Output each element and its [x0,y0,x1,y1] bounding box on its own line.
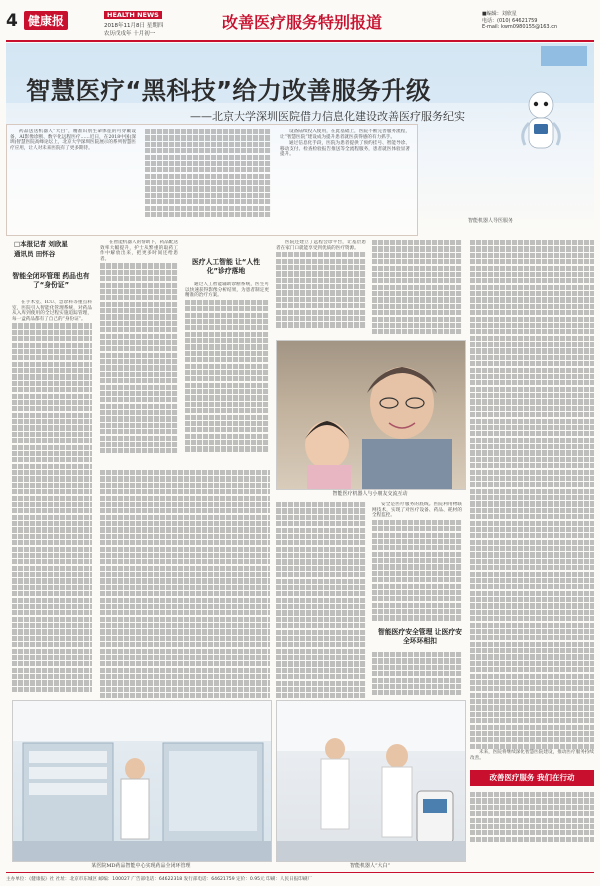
body-col-4-text: 医院还建立了远程会诊平台，让基层患者在家门口就能享受到优质的医疗资源。 [276,240,366,251]
section-heading-3: 智能医疗安全管理 让医疗安全环环相扣 [378,628,462,645]
robot-scene-illustration [277,701,465,861]
grandma-photo-caption: 智能医疗机器人与小朋友交流互动 [332,491,408,497]
body-col-4-lower [276,502,366,698]
top-photo-caption: 智能机器人导医服务 [468,218,514,224]
campaign-banner: 改善医疗服务 我们在行动 [470,770,594,786]
pharmacy-photo-caption: 某医院MD药品智能中心实现药品全闭环管理 [91,863,191,869]
body-col-5 [372,240,462,335]
lead-paragraph-3: 通过信息化手段，医院为患者提供了预约挂号、智能导诊、移动支付、检查检验报告推送等全流程服务，患者就医体验显著提升。 [280,141,410,158]
lunar-date: 农历戊戌年 十月初一 [104,31,156,37]
lead-col-3 [280,129,410,229]
body-col-6 [470,240,594,762]
pharmacy-illustration [13,701,271,861]
body-col-5-text: 安全是医疗服务的底线。医院利用物联网技术，实现了对医疗设备、药品、耗材的全程监控。 [372,502,462,519]
special-report-title: 改善医疗服务特别报道 [222,13,383,32]
body-col-3-text: 通过人工智能辅助诊断系统，医生可以快速获得影像分析结果，为患者制定更精准的治疗方案。 [185,282,269,299]
lead-paragraph-2: 设备陆续投入使用，在此基础上，医院不断完善服务流程，让“智慧医院”建设成为提升患者就医获得感的有力抓手。 [280,129,410,140]
editor-phone: 电话：(010) 64621759 [482,18,538,24]
issue-date: 2018年11月8日 星期四 [104,23,164,29]
body-col-4 [276,240,366,335]
body-col-2 [100,240,178,465]
footer-info: 主办单位：《健康报》社 社址：北京市东城区 邮编：100027 广告部电话：64622318 发行部电话：64621759 定价：0.95元 印刷：人民日报印刷厂 [6,877,313,882]
reporter-byline: □本报记者 刘欣星 [14,240,68,248]
banner-note [470,792,594,858]
page-number: 4 [6,11,18,31]
body-col-5-lower [372,502,462,622]
pharmacy-photo [12,700,272,862]
masthead-rule [6,40,594,42]
correspondent-byline: 通讯员 田怀谷 [14,250,56,258]
section-heading-1: 智能全闭环管理 药品也有了“身份证” [12,272,90,289]
footer-rule [6,872,594,873]
body-col-5-bottom [372,652,462,698]
body-col-1 [12,300,92,698]
lead-col-1 [10,129,136,229]
main-headline: 智慧医疗“黑科技”给力改善服务升级 [26,76,431,105]
body-col-6-text: 未来，医院将继续深化智慧医院建设，推动医疗服务持续改善。 [470,750,594,761]
body-col-3 [185,282,269,465]
grandma-child-illustration [277,341,465,489]
editor-email: E-mail: kwm0980155@163.cn [482,24,558,30]
lead-paragraph-1: 药品送送机器人“大白”，精准识别生命体征的可穿戴设备，AI影像诊断、数字化远程医疗……近日，在2018中国(深圳)智慧医院高峰论坛上，北京大学深圳医院展示的系列智慧医疗应用，让人对未来医院有了更多期待。 [10,129,136,151]
grandma-child-photo [276,340,466,490]
section-label: HEALTH NEWS [104,11,162,19]
body-col-2-text: 在智能机器人的帮助下，药品配送效率大幅提升，护士从繁重的取药工作中解放出来，把更多时间还给患者。 [100,240,178,262]
body-col-2-lower [100,470,270,698]
lead-col-2 [145,129,271,229]
paper-logo: 健康报 [24,11,68,30]
sub-headline: ——北京大学深圳医院借力信息化建设改善医疗服务纪实 [190,110,465,123]
section-heading-2: 医疗人工智能 让“人性化”诊疗落地 [191,258,260,275]
robot-photo [276,700,466,862]
robot-photo-caption: 智能机器人“大白” [349,863,391,869]
body-col-1-text: 在手术室、ICU、急诊科等重点科室，医院引入智能化管理系统，对药品从入库到使用的全过程实施追踪管理，每一盒药品都有了自己的“身份证”。 [12,300,92,322]
editor-contact: ■编辑：刘欣星 [482,11,517,17]
